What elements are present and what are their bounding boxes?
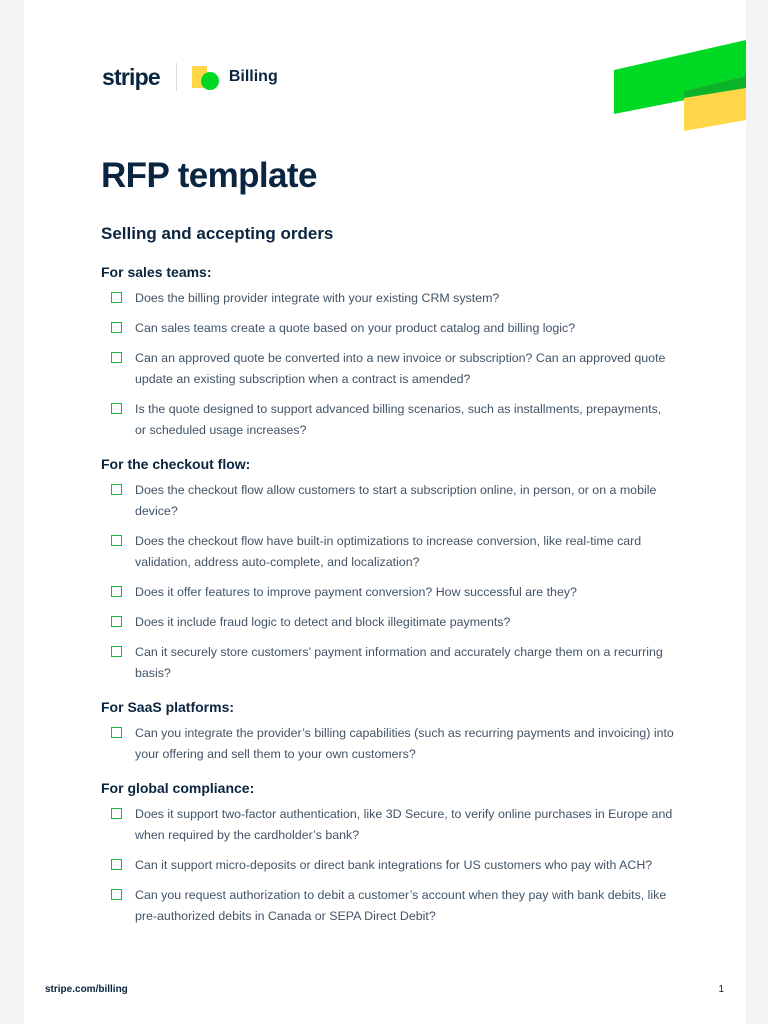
checklist-item bbox=[101, 582, 701, 603]
checkbox-icon[interactable] bbox=[111, 808, 122, 819]
checklist-item bbox=[101, 804, 701, 846]
group-checkout-flow bbox=[101, 455, 701, 684]
checklist-item-text: Can it support micro-deposits or direct bank integrations for US customers who pay with ACH? bbox=[135, 858, 653, 872]
page-title: RFP template bbox=[101, 156, 317, 195]
checklist-item-text: Can it securely store customers’ payment information and accurately charge them on a recurring basis? bbox=[135, 645, 663, 680]
checklist-item-text: Does the billing provider integrate with your existing CRM system? bbox=[135, 291, 500, 305]
checkbox-icon[interactable] bbox=[111, 484, 122, 495]
checkbox-icon[interactable] bbox=[111, 403, 122, 414]
checkbox-icon[interactable] bbox=[111, 352, 122, 363]
checkbox-icon[interactable] bbox=[111, 535, 122, 546]
checkbox-icon[interactable] bbox=[111, 322, 122, 333]
document-page bbox=[24, 0, 746, 1024]
page-footer bbox=[24, 982, 746, 1000]
group-heading: For SaaS platforms: bbox=[101, 699, 235, 715]
logo-divider bbox=[176, 63, 177, 91]
checklist-item bbox=[101, 288, 701, 309]
checkbox-icon[interactable] bbox=[111, 859, 122, 870]
checklist-item bbox=[101, 318, 701, 339]
group-global-compliance bbox=[101, 779, 701, 927]
checklist-item bbox=[101, 348, 701, 390]
section-title: Selling and accepting orders bbox=[101, 224, 334, 243]
checkbox-icon[interactable] bbox=[111, 586, 122, 597]
group-sales-teams bbox=[101, 263, 701, 441]
checklist-item bbox=[101, 885, 701, 927]
checklist-item bbox=[101, 642, 701, 684]
group-heading: For sales teams: bbox=[101, 264, 212, 280]
checklist-item-text: Can you request authorization to debit a customer’s account when they pay with bank debits, like pre-authorized debits in Canada or SEPA Direct Debit? bbox=[135, 888, 667, 923]
checklist-item-text: Is the quote designed to support advanced billing scenarios, such as installments, prepayments, or scheduled usage increases? bbox=[135, 402, 662, 437]
decorative-stripes-graphic bbox=[614, 36, 746, 136]
billing-product-icon bbox=[191, 62, 221, 92]
checkbox-icon[interactable] bbox=[111, 616, 122, 627]
checklist-item-text: Does the checkout flow have built-in optimizations to increase conversion, like real-time card validation, address auto-complete, and localization? bbox=[135, 534, 642, 569]
group-heading: For the checkout flow: bbox=[101, 456, 251, 472]
checklist-item bbox=[101, 855, 701, 876]
checklist-item-text: Can sales teams create a quote based on your product catalog and billing logic? bbox=[135, 321, 576, 335]
checklist-item-text: Does it include fraud logic to detect and block illegitimate payments? bbox=[135, 615, 511, 629]
checklist-item-text: Does it offer features to improve payment conversion? How successful are they? bbox=[135, 585, 577, 599]
checklist-item-text: Can an approved quote be converted into a new invoice or subscription? Can an approved quote update an existing subscription when a contract is amended? bbox=[135, 351, 666, 386]
checklist-content bbox=[101, 263, 701, 941]
checkbox-icon[interactable] bbox=[111, 727, 122, 738]
page-number: 1 bbox=[718, 984, 724, 995]
checklist-item-text: Can you integrate the provider’s billing capabilities (such as recurring payments and invoicing) into your offering and sell them to your own customers? bbox=[135, 726, 674, 761]
checklist-item bbox=[101, 399, 701, 441]
checkbox-icon[interactable] bbox=[111, 646, 122, 657]
checklist-item bbox=[101, 480, 701, 522]
brand-header bbox=[102, 60, 278, 94]
footer-link[interactable]: stripe.com/billing bbox=[45, 984, 128, 995]
checklist-item bbox=[101, 612, 701, 633]
checklist-item bbox=[101, 531, 701, 573]
group-saas-platforms bbox=[101, 698, 701, 765]
group-heading: For global compliance: bbox=[101, 780, 255, 796]
billing-product-name: Billing bbox=[228, 68, 278, 85]
checkbox-icon[interactable] bbox=[111, 292, 122, 303]
checklist-item-text: Does it support two-factor authentication, like 3D Secure, to verify online purchases in Europe and when required by the cardholder’s bank? bbox=[135, 807, 673, 842]
stripe-logo: stripe bbox=[102, 63, 160, 90]
checkbox-icon[interactable] bbox=[111, 889, 122, 900]
checklist-item bbox=[101, 723, 701, 765]
checklist-item-text: Does the checkout flow allow customers to start a subscription online, in person, or on a mobile device? bbox=[135, 483, 657, 518]
